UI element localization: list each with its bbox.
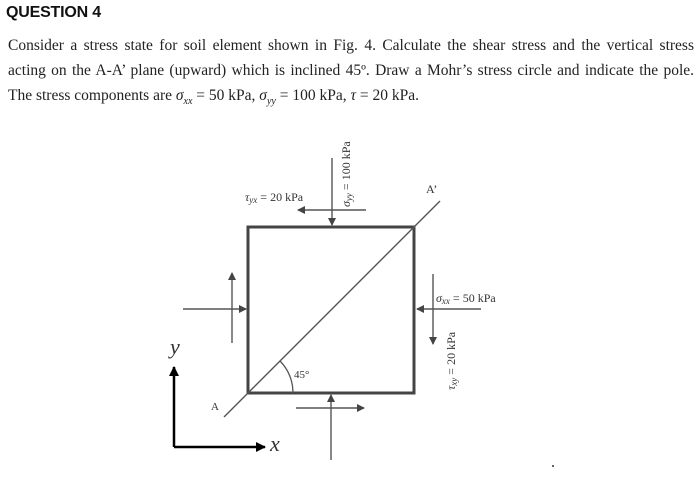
tau-xy-label: τxy = 20 kPa — [444, 331, 459, 390]
sigma-xx-label: σxx = 50 kPa — [436, 291, 496, 306]
angle-arc — [280, 361, 293, 393]
label-a: A — [211, 401, 219, 413]
label-a-prime: A’ — [426, 182, 438, 196]
question-line-3: The stress components are $\sigma_{xx} = 50$ kPa, $\sigma_{yy} = 100$ kPa, τ = 20 kPa. — [8, 87, 420, 108]
question-title: QUESTION 4 — [6, 4, 101, 21]
stray-dot — [552, 465, 554, 467]
tau-yx-label: τyx = 20 kPa — [245, 190, 304, 205]
x-axis-label: x — [270, 431, 280, 456]
y-axis-label: y — [170, 334, 180, 359]
sigma-yy-label: σyy = 100 kPa — [339, 141, 354, 207]
question-line-1: Consider a stress state for soil element shown in Fig. 4. Calculate the shear stress and the vertical stress — [8, 37, 694, 54]
question-line-2: acting on the A-A’ plane (upward) which is inclined 45º. Draw a Mohr’s stress circle and indicate the pole. — [8, 62, 694, 79]
angle-label: 45° — [294, 369, 310, 381]
plane-a-a-prime — [224, 201, 440, 417]
